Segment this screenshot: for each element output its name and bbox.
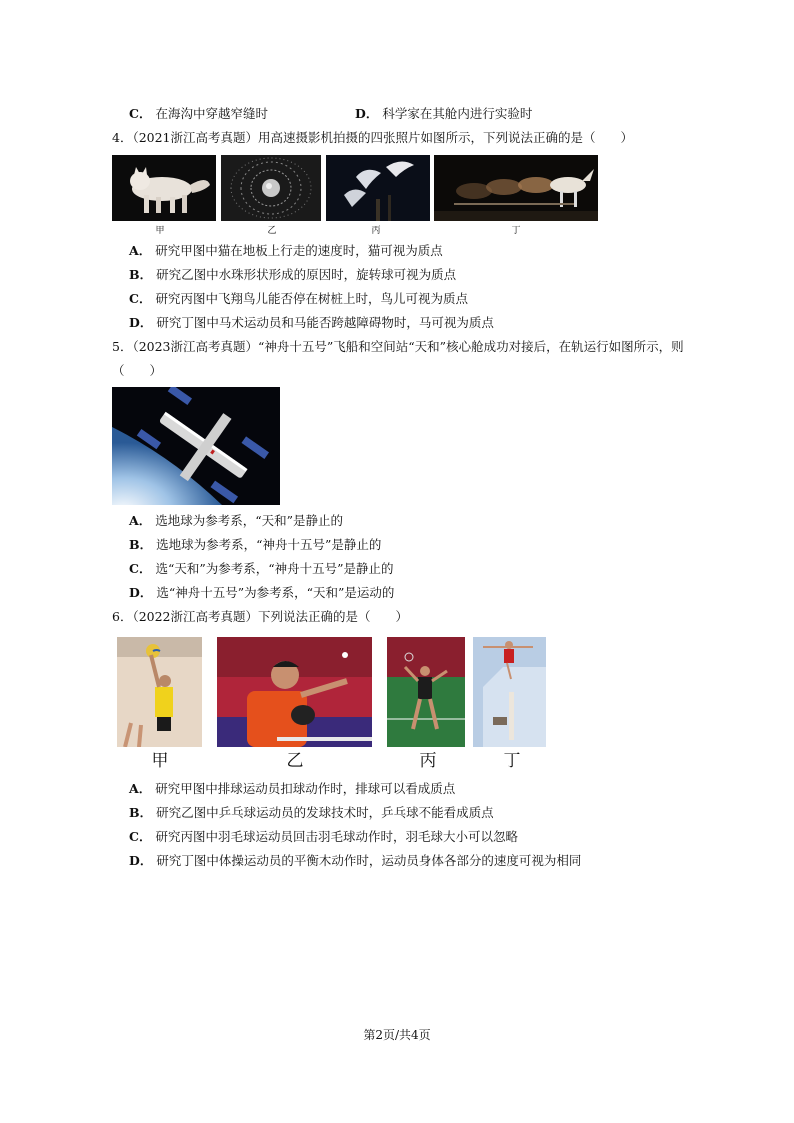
photo-table-tennis [217, 637, 372, 747]
q6-caption-ding: 丁 [503, 751, 521, 771]
q5-option-c: C． 选“天和”为参考系，“神舟十五号”是静止的 [129, 561, 394, 576]
q4-caption-bing: 丙 [371, 226, 381, 236]
q5-option-a: A． 选地球为参考系，“天和”是静止的 [129, 513, 343, 528]
spinning-ball-image [221, 155, 321, 221]
q4-caption-yi: 乙 [267, 226, 277, 236]
question-5-stem: 5．（2023浙江高考真题）“神舟十五号”飞船和空间站“天和”核心舱成功对接后，在轨运行如图所示，则 [112, 339, 684, 354]
photo-cat [112, 155, 216, 221]
photo-horse [434, 155, 598, 221]
option-d: D． 科学家在其舱内进行实验时 [355, 106, 533, 121]
photo-badminton [387, 637, 465, 747]
badminton-image [387, 637, 465, 747]
q6-option-c: C． 研究丙图中羽毛球运动员回击羽毛球动作时，羽毛球大小可以忽略 [129, 829, 518, 844]
page-number: 第2页/共4页 [363, 1028, 431, 1042]
q4-caption-ding: 丁 [511, 226, 521, 236]
photo-volleyball [117, 637, 202, 747]
q4-option-a: A． 研究甲图中猫在地板上行走的速度时，猫可视为质点 [129, 243, 443, 258]
q4-option-c: C． 研究丙图中飞翔鸟儿能否停在树桩上时，鸟儿可视为质点 [129, 291, 468, 306]
q5-option-d: D． 选“神舟十五号”为参考系，“天和”是运动的 [129, 585, 395, 600]
q6-option-b: B． 研究乙图中乒乓球运动员的发球技术时，乒乓球不能看成质点 [129, 805, 494, 820]
photo-space-station [112, 387, 280, 505]
photo-birds [326, 155, 430, 221]
question-5-stem-line2: （ ） [112, 363, 163, 378]
photo-spinning-ball [221, 155, 321, 221]
birds-image [326, 155, 430, 221]
q6-caption-jia: 甲 [151, 751, 169, 771]
q6-caption-yi: 乙 [286, 751, 304, 771]
volleyball-image [117, 637, 202, 747]
photo-balance-beam [473, 637, 546, 747]
table-tennis-image [217, 637, 372, 747]
balance-beam-image [473, 637, 546, 747]
q4-caption-jia: 甲 [155, 226, 165, 236]
q4-option-b: B． 研究乙图中水珠形状形成的原因时，旋转球可视为质点 [129, 267, 457, 282]
space-station-image [112, 387, 280, 505]
option-c: C． 在海沟中穿越窄缝时 [129, 106, 268, 121]
q6-option-a: A． 研究甲图中排球运动员扣球动作时，排球可以看成质点 [129, 781, 456, 796]
question-6-stem: 6．（2022浙江高考真题）下列说法正确的是（ ） [112, 609, 409, 624]
q6-option-d: D． 研究丁图中体操运动员的平衡木动作时，运动员身体各部分的速度可视为相同 [129, 853, 582, 868]
q6-caption-bing: 丙 [419, 751, 437, 771]
cat-image [112, 155, 216, 221]
question-4-stem: 4．（2021浙江高考真题）用高速摄影机拍摄的四张照片如图所示，下列说法正确的是（ ） [112, 130, 634, 145]
horse-image [434, 155, 598, 221]
q5-option-b: B． 选地球为参考系，“神舟十五号”是静止的 [129, 537, 382, 552]
q4-option-d: D． 研究丁图中马术运动员和马能否跨越障碍物时，马可视为质点 [129, 315, 494, 330]
